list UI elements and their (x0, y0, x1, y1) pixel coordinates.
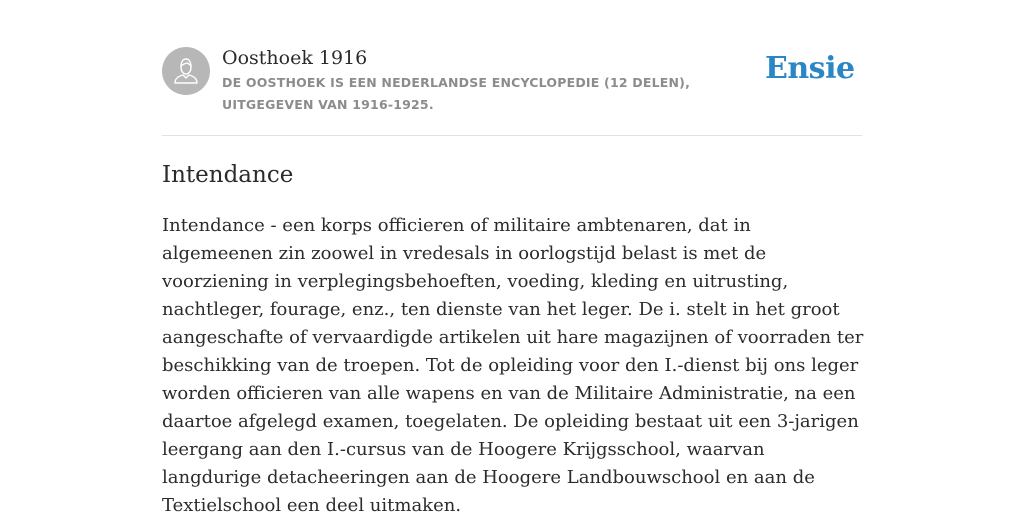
divider (162, 135, 862, 136)
user-silhouette-icon (162, 47, 210, 95)
entry-body: Intendance - een korps officieren of militaire ambtenaren, dat in algemeenen zin zoowel in vredesals in oorlogstijd belast is met de voorziening in verplegingsbehoeften, voeding, kleding en uitrusting, nachtleger, fourage, enz., ten dienste van het leger. De i. stelt in het groot aangeschafte of vervaardigde artikelen uit hare magazijnen of voorraden ter beschikking van de troepen. Tot de opleiding voor den I.-dienst bij ons leger worden officieren van alle wapens en van de Militaire Administratie, na een daartoe afgelegd examen, toegelaten. De opleiding bestaat uit een 3-jarigen leergang aan den I.-cursus van de Hoogere Krijgsschool, waarvan langdurige detacheeringen aan de Hoogere Landbouwschool en aan de Textielschool een deel uitmaken. (162, 215, 864, 516)
source-title[interactable]: Oosthoek 1916 (222, 47, 368, 69)
entry-title: Intendance (162, 162, 294, 188)
avatar[interactable] (162, 47, 210, 95)
source-description: DE OOSTHOEK IS EEN NEDERLANDSE ENCYCLOPEDIE (12 DELEN), UITGEGEVEN VAN 1916-1925. (222, 75, 691, 112)
source-header (162, 46, 862, 116)
ensie-logo[interactable]: Ensie (765, 51, 855, 86)
